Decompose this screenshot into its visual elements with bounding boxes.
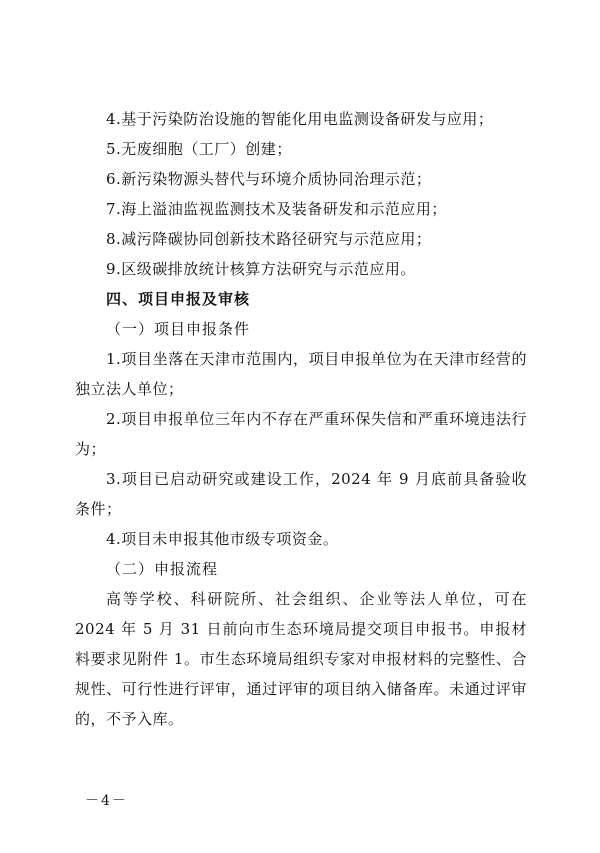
section-heading: 四、项目申报及审核 (106, 290, 251, 308)
list-item: 5.无废细胞（工厂）创建； (106, 140, 292, 158)
list-item: 9.区级碳排放统计核算方法研究与示范应用。 (106, 260, 416, 278)
page-number: －4－ (85, 793, 128, 809)
condition-item: 1.项目坐落在天津市范围内，项目申报单位为在天津市经营的独立法人单位； (75, 350, 527, 398)
subsection-heading: （一）项目申报条件 (106, 320, 251, 338)
list-item: 7.海上溢油监视监测技术及装备研发和示范应用； (106, 200, 447, 218)
condition-item: 4.项目未申报其他市级专项资金。 (106, 530, 339, 548)
list-item: 8.减污降碳协同创新技术路径研究与示范应用； (106, 230, 432, 248)
list-item: 6.新污染物源头替代与环境介质协同治理示范； (106, 170, 432, 188)
list-item: 4.基于污染防治设施的智能化用电监测设备研发与应用； (106, 110, 494, 128)
document-body (75, 104, 527, 734)
subsection-heading: （二）申报流程 (106, 560, 219, 578)
condition-item: 2.项目申报单位三年内不存在严重环保失信和严重环境违法行为； (75, 410, 527, 458)
condition-item: 3.项目已启动研究或建设工作，2024 年 9 月底前具备验收条件； (75, 470, 527, 518)
process-paragraph: 高等学校、科研院所、社会组织、企业等法人单位，可在 2024 年 5 月 31 日前向市生态环境局提交项目申报书。申报材料要求见附件 1。市生态环境局组织专家对申报材料的完整性、合规性、可行性进行评审，通过评审的项目纳入储备库。未通过评审的，不予入库。 (75, 590, 527, 728)
